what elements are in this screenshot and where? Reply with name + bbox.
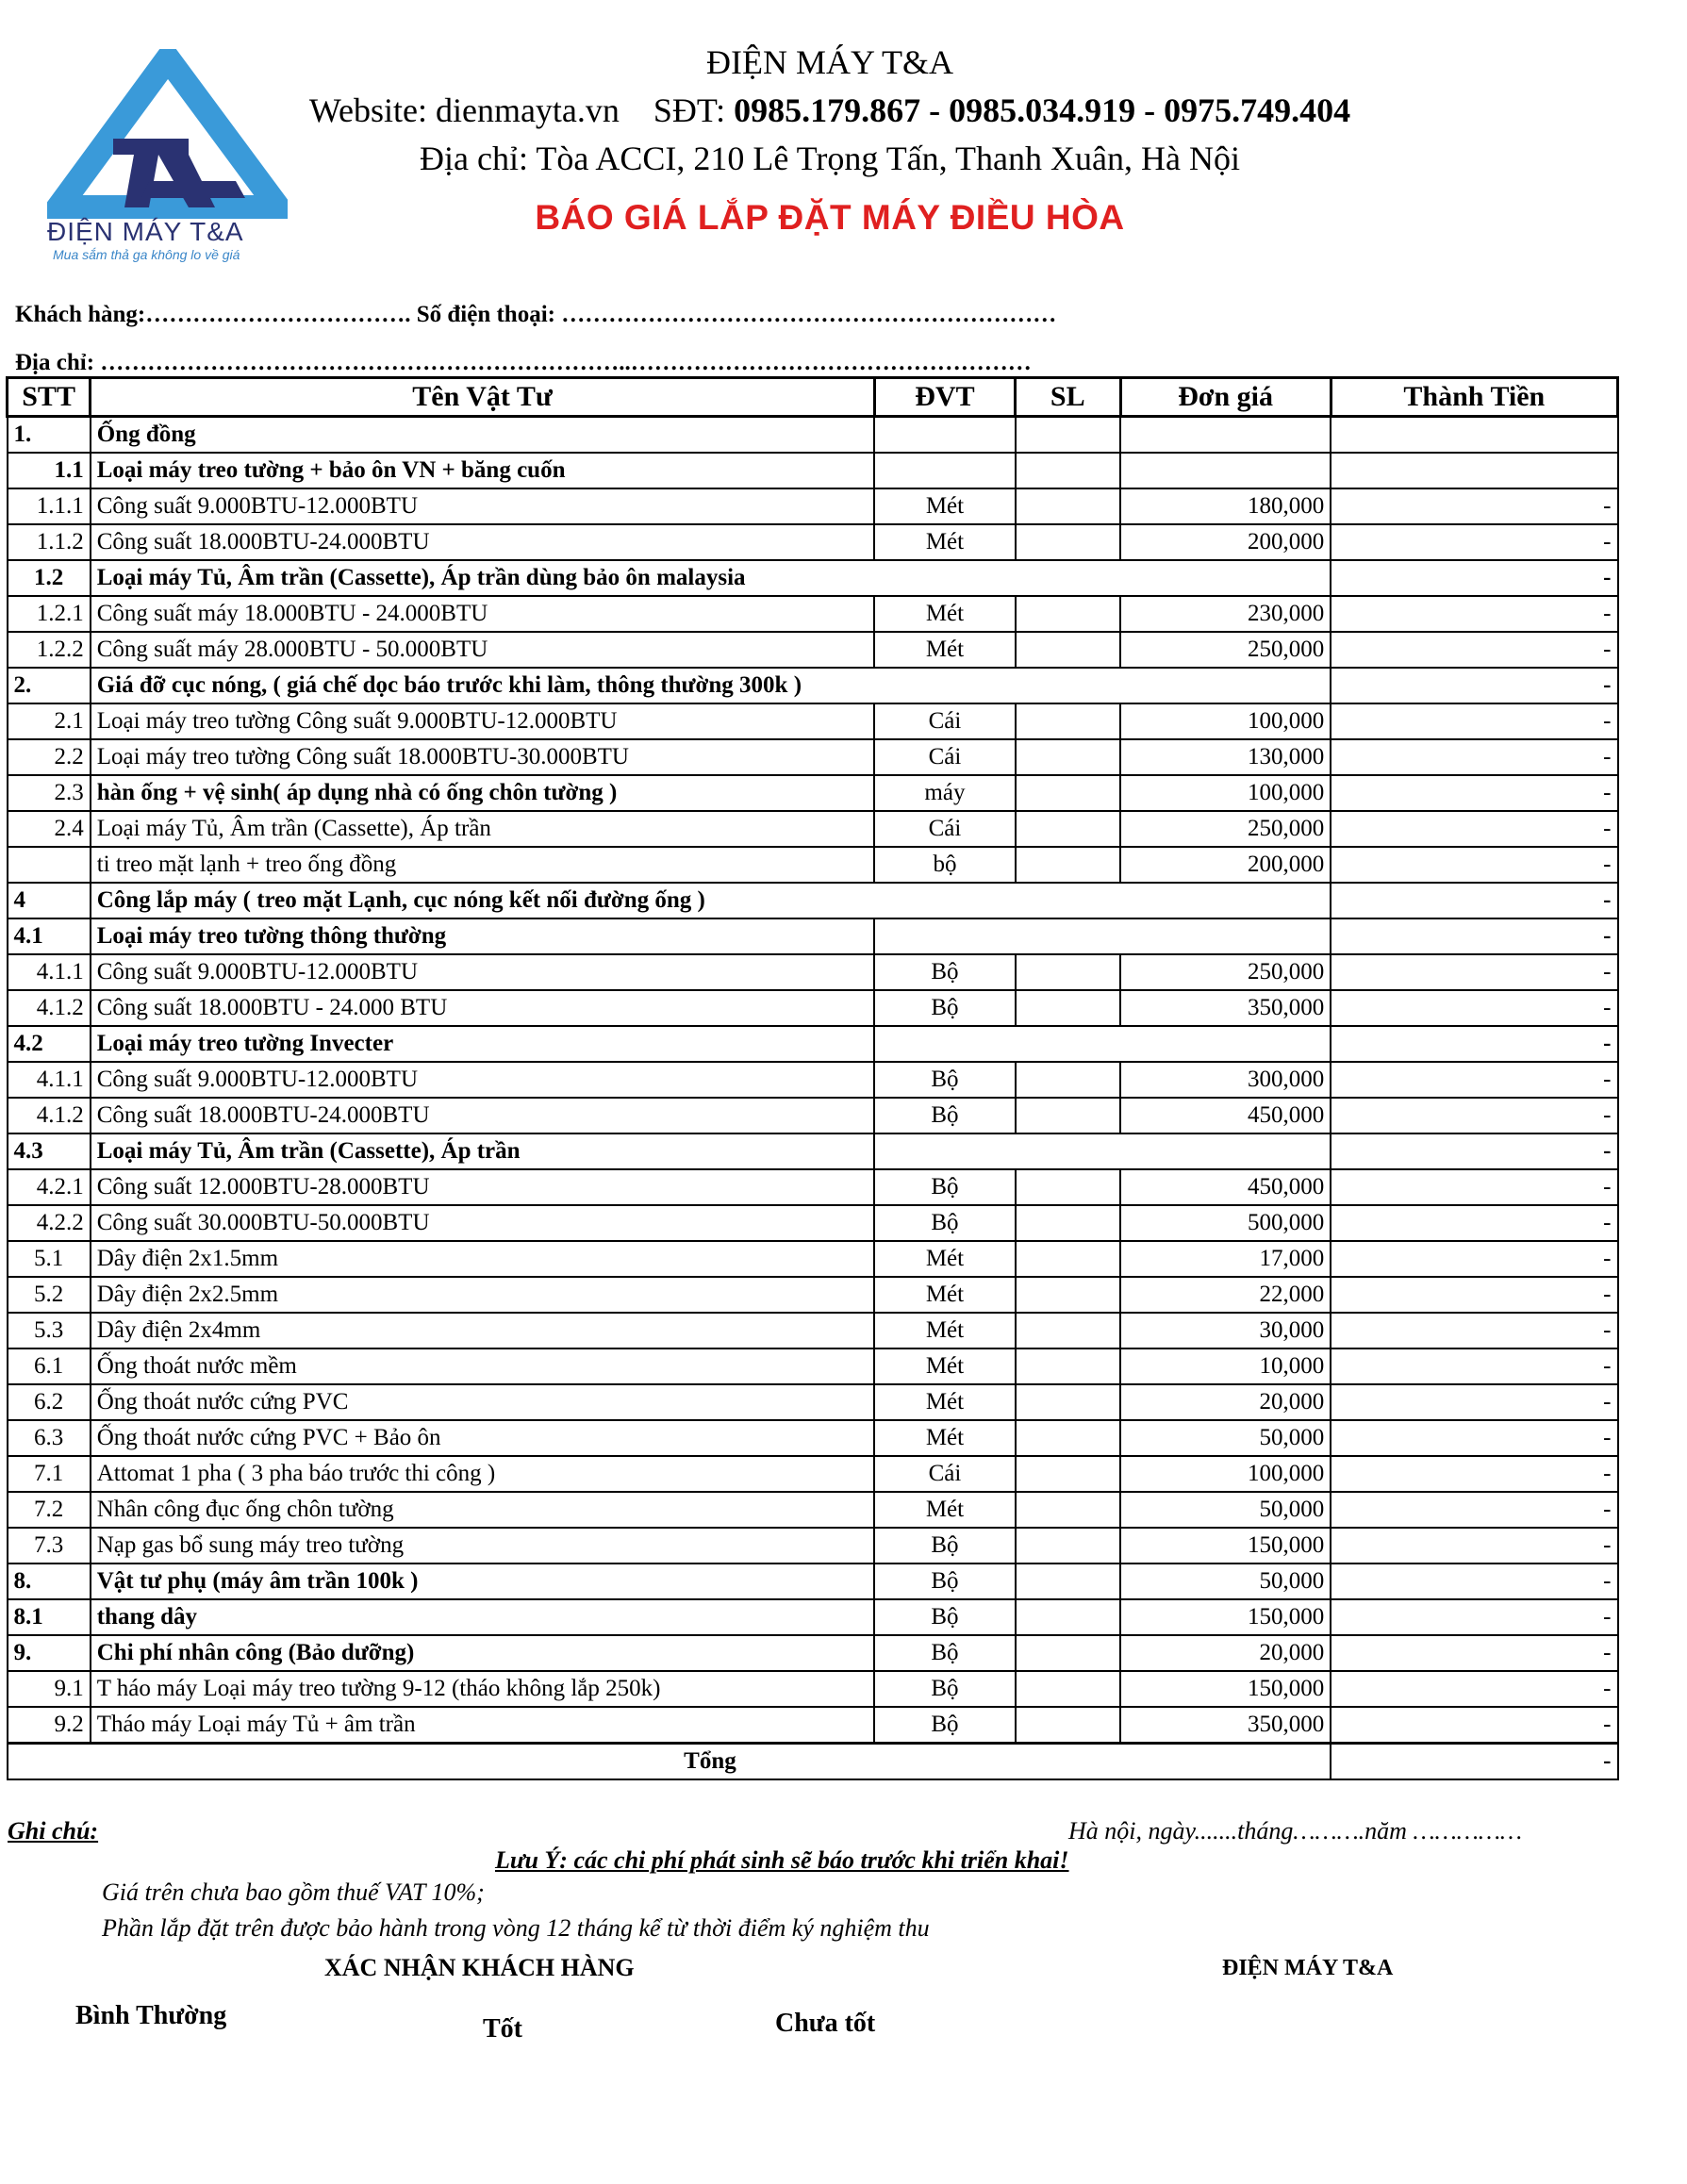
cell-unit — [874, 453, 1015, 488]
cell-stt — [8, 847, 91, 883]
cell-stt: 8. — [8, 1564, 91, 1599]
cell-name: Công suất 9.000BTU-12.000BTU — [91, 954, 875, 990]
cell-name: Ống thoát nước cứng PVC — [91, 1384, 875, 1420]
cell-amount: - — [1331, 668, 1617, 703]
cell-stt: 4.2 — [8, 1026, 91, 1062]
customer-confirmation: XÁC NHẬN KHÁCH HÀNG — [324, 1954, 635, 1981]
table-row — [8, 1062, 1618, 1098]
cell-unit-price — [1120, 417, 1331, 454]
cell-quantity — [1016, 417, 1121, 454]
cell-unit: Mét — [874, 632, 1015, 668]
price-table — [6, 376, 1619, 1780]
note-label: Ghi chú: — [8, 1817, 99, 1845]
cell-amount: - — [1331, 632, 1617, 668]
cell-quantity — [1016, 1241, 1121, 1277]
cell-name: Loại máy treo tường Công suất 18.000BTU-30.000BTU — [91, 739, 875, 775]
website-text: Website: dienmayta.vn — [308, 91, 620, 129]
phone-label: SĐT: — [653, 91, 726, 129]
cell-unit-price: 22,000 — [1120, 1277, 1331, 1313]
table-row — [8, 990, 1618, 1026]
cell-stt: 4.2.2 — [8, 1205, 91, 1241]
warranty-note: Phần lắp đặt trên được bảo hành trong vòng 12 tháng kể từ thời điểm ký nghiệm thu — [102, 1914, 930, 1942]
cell-amount: - — [1331, 1313, 1617, 1348]
cell-amount: - — [1331, 883, 1617, 918]
cell-unit-price: 150,000 — [1120, 1671, 1331, 1707]
header-stt: STT — [8, 378, 91, 417]
table-row — [8, 1671, 1618, 1707]
cell-quantity — [1016, 488, 1121, 524]
cell-unit: Mét — [874, 1384, 1015, 1420]
cell-unit: Mét — [874, 1241, 1015, 1277]
cell-quantity — [1016, 954, 1121, 990]
cell-stt: 4.1.2 — [8, 990, 91, 1026]
cell-stt: 9.1 — [8, 1671, 91, 1707]
cell-name: Công suất 18.000BTU-24.000BTU — [91, 1098, 875, 1133]
table-row — [8, 1456, 1618, 1492]
cell-unit-price — [1120, 453, 1331, 488]
contact-line — [226, 91, 1433, 130]
rating-not-good: Chưa tốt — [775, 2009, 876, 2038]
cell-unit: Bộ — [874, 1564, 1015, 1599]
cell-unit: Cái — [874, 1456, 1015, 1492]
cell-amount: - — [1331, 1707, 1617, 1744]
table-row — [8, 453, 1618, 488]
cell-unit-price: 450,000 — [1120, 1169, 1331, 1205]
cell-stt: 6.1 — [8, 1348, 91, 1384]
cell-stt: 1.1 — [8, 453, 91, 488]
cell-quantity — [1016, 703, 1121, 739]
table-row — [8, 668, 1618, 703]
cell-name: Nạp gas bổ sung máy treo tường — [91, 1528, 875, 1564]
cell-amount: - — [1331, 1348, 1617, 1384]
document-title: BÁO GIÁ LẮP ĐẶT MÁY ĐIỀU HÒA — [535, 198, 1125, 237]
cell-name: Loại máy treo tường Công suất 9.000BTU-12.000BTU — [91, 703, 875, 739]
table-row — [8, 524, 1618, 560]
cell-unit: Bộ — [874, 1062, 1015, 1098]
table-row — [8, 1707, 1618, 1744]
table-row — [8, 739, 1618, 775]
cell-stt: 1.1.2 — [8, 524, 91, 560]
table-row — [8, 1528, 1618, 1564]
cell-quantity — [1016, 1671, 1121, 1707]
cell-amount: - — [1331, 1635, 1617, 1671]
cell-name: Ống thoát nước mềm — [91, 1348, 875, 1384]
cell-quantity — [1016, 775, 1121, 811]
cell-unit-price: 150,000 — [1120, 1528, 1331, 1564]
cell-unit: bộ — [874, 847, 1015, 883]
table-row — [8, 775, 1618, 811]
cell-stt: 4.1.1 — [8, 1062, 91, 1098]
table-row — [8, 1277, 1618, 1313]
cell-amount: - — [1331, 596, 1617, 632]
cell-unit: Bộ — [874, 954, 1015, 990]
table-total-row — [8, 1744, 1618, 1780]
cell-unit-price: 350,000 — [1120, 990, 1331, 1026]
table-row — [8, 1384, 1618, 1420]
cell-quantity — [1016, 1564, 1121, 1599]
cell-unit: Bộ — [874, 1599, 1015, 1635]
cell-unit-price: 30,000 — [1120, 1313, 1331, 1348]
cell-amount: - — [1331, 1026, 1617, 1062]
cell-unit: Cái — [874, 739, 1015, 775]
cell-quantity — [1016, 1062, 1121, 1098]
cell-amount: - — [1331, 1277, 1617, 1313]
table-row — [8, 1133, 1618, 1169]
cell-stt: 1.2.1 — [8, 596, 91, 632]
cell-amount: - — [1331, 739, 1617, 775]
total-spacer — [8, 1744, 91, 1780]
cell-amount: - — [1331, 488, 1617, 524]
table-row — [8, 632, 1618, 668]
cell-quantity — [1016, 739, 1121, 775]
cell-amount: - — [1331, 1098, 1617, 1133]
company-address: Địa chỉ: Tòa ACCI, 210 Lê Trọng Tấn, Thanh Xuân, Hà Nội — [420, 140, 1240, 177]
cell-name: Công suất 30.000BTU-50.000BTU — [91, 1205, 875, 1241]
cell-stt: 2.2 — [8, 739, 91, 775]
cell-unit: Bộ — [874, 1671, 1015, 1707]
cell-quantity — [1016, 1599, 1121, 1635]
table-row — [8, 1026, 1618, 1062]
table-row — [8, 560, 1618, 596]
cell-unit: Mét — [874, 1492, 1015, 1528]
cell-amount: - — [1331, 1133, 1617, 1169]
cell-stt: 5.1 — [8, 1241, 91, 1277]
cell-name: Công suất 9.000BTU-12.000BTU — [91, 1062, 875, 1098]
cell-unit: Bộ — [874, 990, 1015, 1026]
cell-blank — [874, 1026, 1331, 1062]
cell-stt: 2.3 — [8, 775, 91, 811]
cell-unit-price: 180,000 — [1120, 488, 1331, 524]
cell-stt: 6.3 — [8, 1420, 91, 1456]
cell-unit-price: 50,000 — [1120, 1492, 1331, 1528]
cell-name: Dây điện 2x4mm — [91, 1313, 875, 1348]
cell-unit-price: 230,000 — [1120, 596, 1331, 632]
cell-stt: 2.4 — [8, 811, 91, 847]
table-row — [8, 811, 1618, 847]
cell-name: Loại máy treo tường thông thường — [91, 918, 875, 954]
cell-name: Loại máy Tủ, Âm trần (Cassette), Áp trần — [91, 811, 875, 847]
cell-blank — [874, 1133, 1331, 1169]
rating-good: Tốt — [483, 2014, 522, 2043]
cell-unit: Bộ — [874, 1205, 1015, 1241]
cell-quantity — [1016, 990, 1121, 1026]
cell-stt: 5.2 — [8, 1277, 91, 1313]
table-row — [8, 1492, 1618, 1528]
cell-name: Nhân công đục ống chôn tường — [91, 1492, 875, 1528]
cell-amount: - — [1331, 1599, 1617, 1635]
cell-amount: - — [1331, 1564, 1617, 1599]
cell-name: Công lắp máy ( treo mặt Lạnh, cục nóng kết nối đường ống ) — [91, 883, 1331, 918]
table-row — [8, 1098, 1618, 1133]
cell-amount: - — [1331, 1169, 1617, 1205]
cell-unit: Mét — [874, 524, 1015, 560]
cell-blank — [874, 918, 1331, 954]
cell-name: Loại máy treo tường Invecter — [91, 1026, 875, 1062]
cell-quantity — [1016, 453, 1121, 488]
table-row — [8, 488, 1618, 524]
cell-unit-price: 250,000 — [1120, 811, 1331, 847]
cell-name: thang dây — [91, 1599, 875, 1635]
table-row — [8, 883, 1618, 918]
cell-name: Loại máy treo tường + bảo ôn VN + băng cuốn — [91, 453, 875, 488]
cell-unit: Mét — [874, 1277, 1015, 1313]
cell-amount: - — [1331, 1384, 1617, 1420]
cell-quantity — [1016, 1098, 1121, 1133]
table-row — [8, 417, 1618, 454]
table-body — [8, 417, 1618, 1744]
table-row — [8, 1599, 1618, 1635]
cell-name: Loại máy Tủ, Âm trần (Cassette), Áp trần dùng bảo ôn malaysia — [91, 560, 1331, 596]
cell-stt: 4.2.1 — [8, 1169, 91, 1205]
cell-quantity — [1016, 1420, 1121, 1456]
rating-normal: Bình Thường — [75, 2001, 227, 2030]
cell-unit: Cái — [874, 811, 1015, 847]
cell-stt: 6.2 — [8, 1384, 91, 1420]
cell-unit-price: 450,000 — [1120, 1098, 1331, 1133]
table-row — [8, 1564, 1618, 1599]
phone-numbers: 0985.179.867 - 0985.034.919 - 0975.749.404 — [734, 91, 1351, 129]
cell-unit-price: 200,000 — [1120, 847, 1331, 883]
total-value: - — [1331, 1744, 1617, 1780]
cell-unit: Mét — [874, 1420, 1015, 1456]
cell-stt: 1.2 — [8, 560, 91, 596]
cell-stt: 7.3 — [8, 1528, 91, 1564]
cell-unit-price: 200,000 — [1120, 524, 1331, 560]
cell-unit-price: 20,000 — [1120, 1635, 1331, 1671]
cell-stt: 8.1 — [8, 1599, 91, 1635]
total-label: Tổng — [91, 1744, 1331, 1780]
header-unit: ĐVT — [874, 378, 1015, 417]
cell-quantity — [1016, 1528, 1121, 1564]
cell-name: hàn ống + vệ sinh( áp dụng nhà có ống chôn tường ) — [91, 775, 875, 811]
cell-stt: 7.2 — [8, 1492, 91, 1528]
cell-amount: - — [1331, 1420, 1617, 1456]
cell-amount: - — [1331, 811, 1617, 847]
cell-stt: 1.2.2 — [8, 632, 91, 668]
cell-name: Attomat 1 pha ( 3 pha báo trước thi công ) — [91, 1456, 875, 1492]
cell-amount: - — [1331, 1528, 1617, 1564]
cell-name: Công suất 9.000BTU-12.000BTU — [91, 488, 875, 524]
cell-unit-price: 100,000 — [1120, 775, 1331, 811]
cell-unit: Bộ — [874, 1528, 1015, 1564]
cell-amount — [1331, 417, 1617, 454]
table-row — [8, 954, 1618, 990]
cell-unit-price: 17,000 — [1120, 1241, 1331, 1277]
cell-unit: Bộ — [874, 1098, 1015, 1133]
table-row — [8, 1205, 1618, 1241]
cell-unit-price: 250,000 — [1120, 632, 1331, 668]
cell-quantity — [1016, 1384, 1121, 1420]
cell-unit: Cái — [874, 703, 1015, 739]
cell-quantity — [1016, 1313, 1121, 1348]
date-line: Hà nội, ngày.......tháng……….năm …………… — [1068, 1817, 1523, 1845]
cell-name: Công suất 18.000BTU - 24.000 BTU — [91, 990, 875, 1026]
cell-name: Công suất máy 28.000BTU - 50.000BTU — [91, 632, 875, 668]
logo-slogan: Mua sắm thả ga không lo về giá — [53, 247, 240, 262]
cell-unit: Mét — [874, 596, 1015, 632]
cell-name: ti treo mặt lạnh + treo ống đồng — [91, 847, 875, 883]
cell-stt: 7.1 — [8, 1456, 91, 1492]
cell-unit-price: 350,000 — [1120, 1707, 1331, 1744]
cell-amount — [1331, 453, 1617, 488]
cell-quantity — [1016, 1348, 1121, 1384]
cell-name: Dây điện 2x1.5mm — [91, 1241, 875, 1277]
cell-unit-price: 20,000 — [1120, 1384, 1331, 1420]
table-row — [8, 1241, 1618, 1277]
cell-name: Giá đỡ cục nóng, ( giá chế dọc báo trước khi làm, thông thường 300k ) — [91, 668, 1331, 703]
header-quantity: SL — [1016, 378, 1121, 417]
cell-amount: - — [1331, 1205, 1617, 1241]
cell-name: Ống thoát nước cứng PVC + Bảo ôn — [91, 1420, 875, 1456]
cell-stt: 4.1.2 — [8, 1098, 91, 1133]
cell-unit-price: 500,000 — [1120, 1205, 1331, 1241]
header-name: Tên Vật Tư — [91, 378, 875, 417]
cell-amount: - — [1331, 1671, 1617, 1707]
cell-quantity — [1016, 1635, 1121, 1671]
table-row — [8, 596, 1618, 632]
cell-quantity — [1016, 1492, 1121, 1528]
cell-unit-price: 100,000 — [1120, 703, 1331, 739]
cell-unit-price: 300,000 — [1120, 1062, 1331, 1098]
table-row — [8, 1348, 1618, 1384]
cell-amount: - — [1331, 1062, 1617, 1098]
cell-unit: Bộ — [874, 1707, 1015, 1744]
cell-amount: - — [1331, 703, 1617, 739]
cell-amount: - — [1331, 918, 1617, 954]
cell-unit-price: 250,000 — [1120, 954, 1331, 990]
cell-quantity — [1016, 1205, 1121, 1241]
table-row — [8, 847, 1618, 883]
cell-quantity — [1016, 632, 1121, 668]
cell-quantity — [1016, 847, 1121, 883]
table-row — [8, 1635, 1618, 1671]
customer-name-phone-line: Khách hàng:……………………………. Số điện thoại: ……………………………………………………… — [15, 302, 1057, 327]
table-header-row — [8, 378, 1618, 417]
cell-unit-price: 10,000 — [1120, 1348, 1331, 1384]
cell-unit-price: 50,000 — [1120, 1420, 1331, 1456]
cell-amount: - — [1331, 847, 1617, 883]
table-row — [8, 1313, 1618, 1348]
table-row — [8, 918, 1618, 954]
cell-name: Công suất 18.000BTU-24.000BTU — [91, 524, 875, 560]
cell-quantity — [1016, 596, 1121, 632]
cell-name: Chi phí nhân công (Bảo dưỡng) — [91, 1635, 875, 1671]
cell-unit: Mét — [874, 488, 1015, 524]
cell-stt: 4 — [8, 883, 91, 918]
cell-amount: - — [1331, 954, 1617, 990]
cell-unit-price: 130,000 — [1120, 739, 1331, 775]
vat-note: Giá trên chưa bao gồm thuế VAT 10%; — [102, 1878, 485, 1906]
cell-amount: - — [1331, 524, 1617, 560]
cell-stt: 4.1.1 — [8, 954, 91, 990]
cell-amount: - — [1331, 1456, 1617, 1492]
cell-quantity — [1016, 1707, 1121, 1744]
cell-stt: 2. — [8, 668, 91, 703]
cell-name: Công suất máy 18.000BTU - 24.000BTU — [91, 596, 875, 632]
cell-amount: - — [1331, 560, 1617, 596]
company-confirmation: ĐIỆN MÁY T&A — [1222, 1956, 1394, 1980]
cell-name: T háo máy Loại máy treo tường 9-12 (tháo không lắp 250k) — [91, 1671, 875, 1707]
table-row — [8, 703, 1618, 739]
cell-quantity — [1016, 1169, 1121, 1205]
logo-wordmark: ĐIỆN MÁY T&A — [47, 217, 244, 246]
cell-name: Công suất 12.000BTU-28.000BTU — [91, 1169, 875, 1205]
cell-quantity — [1016, 811, 1121, 847]
cell-stt: 4.3 — [8, 1133, 91, 1169]
cell-stt: 1.1.1 — [8, 488, 91, 524]
cell-unit: Mét — [874, 1313, 1015, 1348]
cell-stt: 9.2 — [8, 1707, 91, 1744]
cell-stt: 9. — [8, 1635, 91, 1671]
cell-stt: 1. — [8, 417, 91, 454]
cell-unit: Bộ — [874, 1635, 1015, 1671]
cell-quantity — [1016, 524, 1121, 560]
cell-stt: 4.1 — [8, 918, 91, 954]
cell-unit — [874, 417, 1015, 454]
company-name: ĐIỆN MÁY T&A — [706, 43, 953, 81]
cell-amount: - — [1331, 1492, 1617, 1528]
cell-unit: Bộ — [874, 1169, 1015, 1205]
cell-name: Dây điện 2x2.5mm — [91, 1277, 875, 1313]
cell-unit-price: 50,000 — [1120, 1564, 1331, 1599]
cell-amount: - — [1331, 1241, 1617, 1277]
cell-name: Vật tư phụ (máy âm trần 100k ) — [91, 1564, 875, 1599]
cell-stt: 5.3 — [8, 1313, 91, 1348]
cell-unit: Mét — [874, 1348, 1015, 1384]
cell-amount: - — [1331, 990, 1617, 1026]
cell-quantity — [1016, 1277, 1121, 1313]
cell-quantity — [1016, 1456, 1121, 1492]
notice-line: Lưu Ý: các chi phí phát sinh sẽ báo trước khi triển khai! — [495, 1846, 1069, 1874]
customer-address-line: Địa chỉ: …………………………………………………………..…………………………………………… — [15, 350, 1032, 375]
cell-unit-price: 150,000 — [1120, 1599, 1331, 1635]
cell-unit: máy — [874, 775, 1015, 811]
header-amount: Thành Tiền — [1331, 378, 1617, 417]
cell-unit-price: 100,000 — [1120, 1456, 1331, 1492]
header-unit-price: Đơn giá — [1120, 378, 1331, 417]
cell-name: Loại máy Tủ, Âm trần (Cassette), Áp trần — [91, 1133, 875, 1169]
cell-amount: - — [1331, 775, 1617, 811]
table-row — [8, 1420, 1618, 1456]
cell-stt: 2.1 — [8, 703, 91, 739]
table-row — [8, 1169, 1618, 1205]
cell-name: Ống đồng — [91, 417, 875, 454]
cell-name: Tháo máy Loại máy Tủ + âm trần — [91, 1707, 875, 1744]
